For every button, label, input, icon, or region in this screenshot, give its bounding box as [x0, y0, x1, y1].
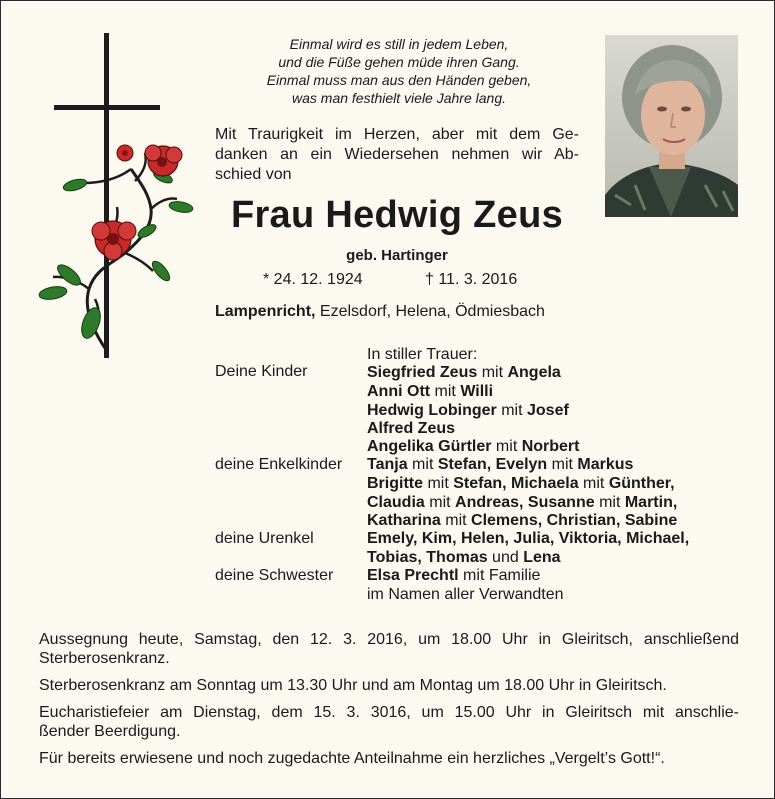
- mourner-name: Brigitte: [367, 475, 423, 492]
- connector: mit: [424, 494, 456, 511]
- poem: [229, 35, 569, 107]
- connector: mit: [491, 438, 522, 455]
- list-item: [215, 493, 755, 512]
- mourner-name: Anni Ott: [367, 383, 431, 400]
- connector: mit: [547, 456, 578, 473]
- mourner-name: Emely, Kim, Helen, Julia, Viktoria, Michael,: [367, 530, 690, 547]
- eucharist-paragraph: [39, 703, 739, 741]
- connector: und: [487, 549, 524, 566]
- mourner-name: Willi: [460, 383, 494, 400]
- hometown: Lampenricht,: [215, 303, 316, 320]
- paragraph-line: Für bereits erwiesene und noch zugedachte Anteilnahme ein herzliches „Vergelt’s Gott!“.: [39, 750, 665, 767]
- connector: mit: [430, 383, 461, 400]
- mourner-name: Lena: [523, 549, 561, 566]
- mourner-name: Norbert: [521, 438, 580, 455]
- thanks-paragraph: [39, 749, 739, 768]
- intro-line: danken an ein Wiedersehen nehmen wir Ab-: [215, 146, 579, 163]
- mourner-name: Stefan, Evelyn: [437, 456, 548, 473]
- list-item: [215, 511, 755, 530]
- connector: mit: [578, 475, 609, 492]
- rosary-paragraph: [39, 676, 739, 695]
- mourner-name: Martin,: [624, 494, 678, 511]
- connector: mit: [496, 402, 527, 419]
- poem-line: was man festhielt viele Jahre lang.: [292, 90, 506, 106]
- mourner-name: Alfred Zeus: [367, 420, 456, 437]
- paragraph-line: Sterberosenkranz.: [39, 650, 170, 667]
- paragraph-line: ßender Beerdigung.: [39, 723, 181, 740]
- paragraph-line: Sterberosenkranz am Sonntag um 13.30 Uhr und am Montag um 18.00 Uhr in Gleiritsch.: [39, 677, 667, 694]
- mourner-name: Günther,: [608, 475, 675, 492]
- mourner-name: Tanja: [367, 456, 408, 473]
- connector: mit: [423, 475, 454, 492]
- intro-line: schied von: [215, 166, 292, 183]
- birth-name: geb. Hartinger: [346, 247, 448, 264]
- list-item: [215, 419, 755, 438]
- mourner-name: Tobias, Thomas: [367, 549, 488, 566]
- mourning-closing: im Namen aller Verwandten: [367, 586, 564, 603]
- list-item: [215, 585, 755, 604]
- connector: mit: [407, 456, 438, 473]
- mourning-heading: In stiller Trauer:: [367, 346, 478, 363]
- mourner-name: Siegfried Zeus: [367, 364, 478, 381]
- mourner-name: Katharina: [367, 512, 441, 529]
- connector: mit: [594, 494, 625, 511]
- label-great-grandchildren: deine Urenkel: [215, 530, 314, 547]
- connector: mit: [477, 364, 508, 381]
- places: [215, 303, 545, 321]
- label-children: Deine Kinder: [215, 363, 308, 380]
- poem-line: Einmal muss man aus den Händen geben,: [266, 72, 532, 88]
- paragraph-line: Eucharistiefeier am Dienstag, dem 15. 3. 3016, um 15.00 Uhr in Gleiritsch mit anschlie-: [39, 704, 739, 721]
- mourner-name: Josef: [527, 402, 569, 419]
- list-item: [215, 474, 755, 493]
- deceased-name: Frau Hedwig Zeus: [230, 194, 564, 236]
- portrait-photo: [605, 35, 738, 217]
- list-item: [215, 437, 755, 456]
- list-item: [215, 566, 755, 585]
- paragraph-line: Aussegnung heute, Samstag, den 12. 3. 2016, um 18.00 Uhr in Gleiritsch, anschließend: [39, 631, 739, 648]
- connector: mit: [440, 512, 472, 529]
- service-details: [39, 630, 739, 776]
- poem-line: und die Füße gehen müde ihren Gang.: [278, 54, 520, 70]
- mourner-name: Clemens, Christian, Sabine: [471, 512, 678, 529]
- portrait-icon: [605, 35, 738, 217]
- label-grandchildren: deine Enkelkinder: [215, 456, 343, 473]
- mourner-name: Claudia: [367, 494, 425, 511]
- intro-text: [215, 125, 579, 185]
- connector: mit Familie: [458, 567, 541, 584]
- funeral-blessing-paragraph: [39, 630, 739, 668]
- list-item: [215, 363, 755, 382]
- death-date: † 11. 3. 2016: [425, 271, 518, 288]
- mourner-name: Andreas, Susanne: [455, 494, 595, 511]
- birth-date: * 24. 12. 1924: [263, 271, 363, 288]
- poem-line: Einmal wird es still in jedem Leben,: [289, 36, 509, 52]
- list-item: [215, 548, 755, 567]
- cross-with-roses-icon: [35, 31, 195, 366]
- label-sister: deine Schwester: [215, 567, 334, 584]
- list-item: [215, 382, 755, 401]
- intro-line: Mit Traurigkeit im Herzen, aber mit dem Ge-: [215, 126, 579, 143]
- list-item: [215, 455, 755, 474]
- mourner-name: Markus: [577, 456, 634, 473]
- mourner-name: Angela: [507, 364, 561, 381]
- list-item: [215, 401, 755, 420]
- list-item: [215, 529, 755, 548]
- other-places: Ezelsdorf, Helena, Ödmiesbach: [315, 303, 545, 320]
- mourner-name: Stefan, Michaela: [453, 475, 579, 492]
- mourner-name: Elsa Prechtl: [367, 567, 459, 584]
- mourner-name: Hedwig Lobinger: [367, 402, 497, 419]
- mourner-name: Angelika Gürtler: [367, 438, 492, 455]
